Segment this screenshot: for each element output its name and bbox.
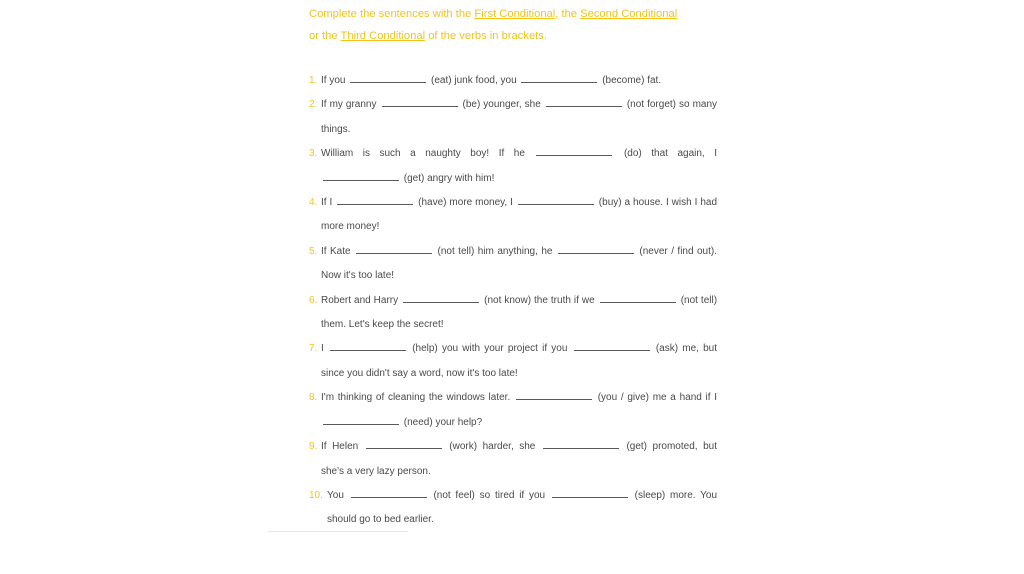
exercise-item-2 [309,93,717,142]
answer-blank[interactable] [536,146,612,156]
exercise-item-7 [309,337,717,386]
answer-blank[interactable] [350,73,426,83]
answer-blank[interactable] [366,439,442,449]
answer-blank[interactable] [518,195,594,205]
answer-blank[interactable] [558,244,634,254]
item-text: I [321,343,324,355]
second-conditional-label: Second Conditional [580,8,678,20]
item-text: (sleep) more. You should go to bed earlier. [327,489,718,526]
item-text: William is such a naughty boy! If he [321,148,525,160]
answer-blank[interactable] [337,195,413,205]
exercise-item-9 [309,435,717,484]
item-number: 10. [309,489,323,501]
item-text: (do) that again, I [623,148,718,160]
answer-blank[interactable] [351,488,427,498]
item-text: (work) harder, she [449,441,536,453]
item-text: (not forget) so many things. [321,99,718,135]
item-text: If you [321,75,346,86]
answer-blank[interactable] [403,293,479,303]
first-conditional-label: First Conditional [474,8,556,20]
answer-blank[interactable] [382,97,458,107]
item-text: (never / find out). Now it's too late! [321,245,718,282]
instructions-text-1: Complete the sentences with the [309,8,475,20]
item-text: (not tell) them. Let's keep the secret! [321,294,718,331]
instructions-text-2: , the [555,8,581,20]
answer-blank[interactable] [574,341,650,351]
item-text: (you / give) me a hand if I [597,392,718,404]
answer-blank[interactable] [552,488,628,498]
answer-blank[interactable] [356,244,432,254]
item-text: If my granny [321,99,377,111]
item-text: If Kate [321,245,351,257]
item-number: 3. [309,148,318,160]
item-number: 5. [309,245,318,257]
exercise-item-6 [309,289,717,338]
answer-blank[interactable] [323,171,399,181]
item-text: (not feel) so tired if you [433,489,546,501]
answer-blank[interactable] [546,97,622,107]
footer-divider [268,531,408,532]
answer-blank[interactable] [600,293,676,303]
item-number: 6. [309,294,318,306]
answer-blank[interactable] [521,73,597,83]
item-text: (ask) me, but since you didn't say a word, now it's too late! [321,343,718,379]
exercise-item-5 [309,240,717,289]
exercise-item-10 [309,484,717,533]
item-number: 1. [309,75,318,86]
item-text: Robert and Harry [321,294,399,306]
instructions-text-4: of the verbs in brackets. [425,30,547,42]
item-text: (eat) junk food, you [431,75,517,86]
third-conditional-label: Third Conditional [340,30,426,42]
item-text: If Helen [321,441,359,453]
item-number: 2. [309,99,318,111]
answer-blank[interactable] [543,439,619,449]
item-text: I'm thinking of cleaning the windows later. [321,392,511,404]
item-text: (help) you with your project if you [412,343,568,355]
item-number: 9. [309,441,318,453]
exercise-item-8 [309,386,717,435]
exercise-item-1 [309,69,717,93]
item-number: 7. [309,343,318,355]
item-text: You [327,489,344,501]
item-number: 8. [309,392,318,404]
item-text: (have) more money, I [418,197,513,209]
instructions [309,3,729,47]
item-text: (get) angry with him! [403,172,495,184]
item-text: (not know) the truth if we [484,294,595,306]
exercise-item-4 [309,191,717,240]
exercise-item-3 [309,142,717,191]
answer-blank[interactable] [516,390,592,400]
answer-blank[interactable] [323,415,399,425]
exercise-list [309,69,717,533]
item-text: (buy) a house. I wish I had more money! [321,197,718,233]
item-text: (be) younger, she [462,99,541,111]
item-text: (become) fat. [602,75,662,86]
item-text: (not tell) him anything, he [437,245,553,257]
item-number: 4. [309,197,318,209]
instructions-text-3: or the [309,30,341,42]
answer-blank[interactable] [330,341,406,351]
item-text: (need) your help? [403,416,483,428]
item-text: (get) promoted, but she's a very lazy person. [321,441,717,477]
item-text: If I [321,197,333,209]
